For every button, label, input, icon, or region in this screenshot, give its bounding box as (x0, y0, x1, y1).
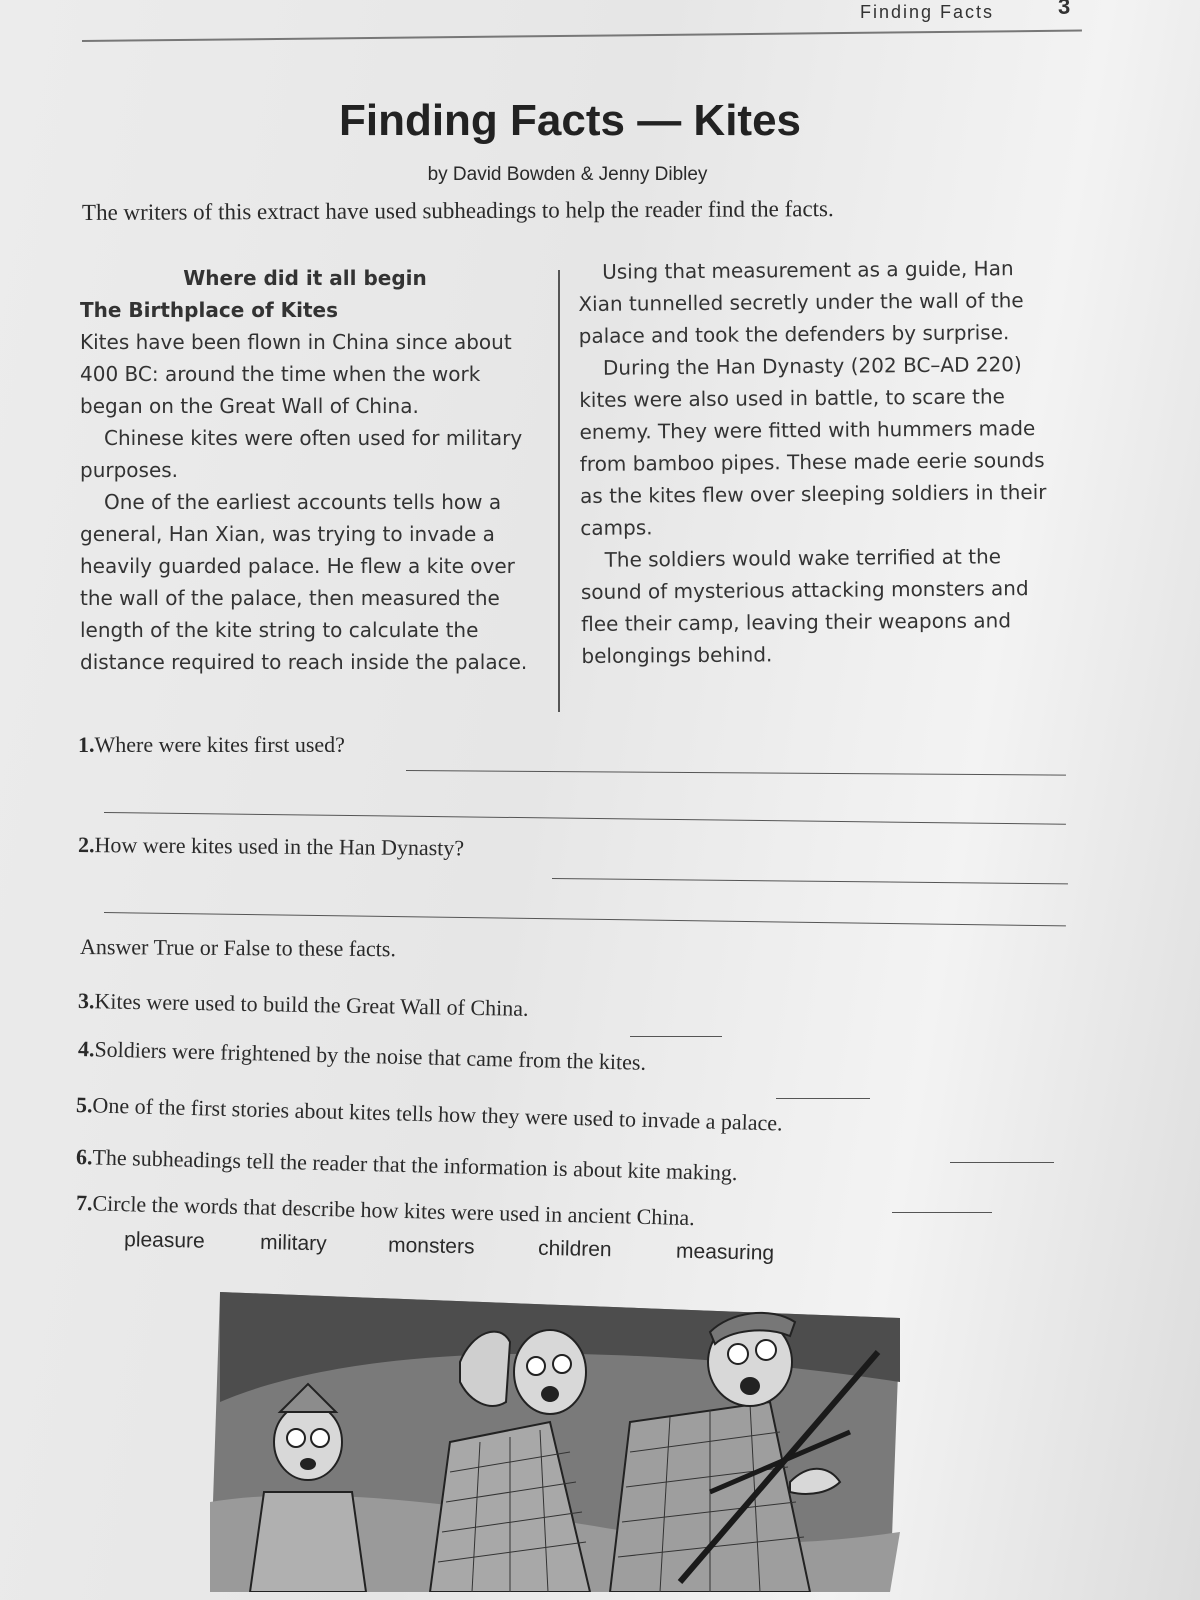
section-subheading: The Birthplace of Kites (80, 298, 339, 322)
circle-word-options (120, 1228, 841, 1283)
word-option[interactable]: monsters (387, 1233, 475, 1259)
paragraph: The soldiers would wake terrified at the sound of mysterious attacking monsters and flee their camp, leaving their weapons and belongings behind. (580, 544, 1029, 668)
paragraph: One of the earliest accounts tells how a general, Han Xian, was trying to invade a heavily guarded palace. He flew a kite over the wall of the palace, then measured the length of the kite string to calculate the distance required to reach inside the palace. (80, 490, 528, 674)
word-option[interactable]: pleasure (123, 1228, 205, 1253)
right-column (578, 252, 1052, 672)
intro-text: The writers of this extract have used subheadings to help the reader find the facts. (81, 196, 834, 225)
question-text: How were kites used in the Han Dynasty? (94, 832, 465, 861)
question-number: 5. (75, 1092, 93, 1118)
word-option[interactable]: military (259, 1230, 327, 1256)
soldiers-illustration (210, 1292, 910, 1592)
running-title: Finding Facts (860, 2, 995, 22)
page-title: Finding Facts — Kites (338, 96, 802, 145)
paragraph: Using that measurement as a guide, Han Xian tunnelled secretly under the wall of the palace and took the defenders by surprise. (578, 256, 1024, 348)
left-column (80, 262, 530, 678)
question-text: Kites were used to build the Great Wall of China. (94, 988, 529, 1021)
question-number: 4. (77, 1036, 95, 1062)
answer-line[interactable] (104, 912, 1066, 926)
answer-line[interactable] (406, 770, 1066, 776)
question-number: 6. (75, 1144, 93, 1170)
column-divider (558, 270, 560, 712)
question-5 (76, 1092, 783, 1136)
header-rule (82, 30, 1082, 42)
word-option[interactable]: measuring (675, 1239, 775, 1265)
question-text: The subheadings tell the reader that the information is about kite making. (92, 1144, 738, 1186)
question-text: Where were kites first used? (94, 732, 345, 757)
answer-blank[interactable] (950, 1162, 1054, 1163)
answer-blank[interactable] (892, 1212, 992, 1213)
question-number: 2. (77, 832, 95, 858)
question-number: 1. (78, 732, 95, 757)
question-1 (78, 732, 345, 758)
section-heading: Where did it all begin (183, 266, 427, 290)
answer-blank[interactable] (776, 1098, 870, 1099)
page-number: 3 (1058, 0, 1071, 19)
question-number: 3. (77, 988, 95, 1014)
question-6 (76, 1144, 738, 1186)
answer-blank[interactable] (630, 1036, 722, 1037)
question-text: Soldiers were frightened by the noise that came from the kites. (94, 1036, 647, 1075)
answer-line[interactable] (104, 812, 1066, 825)
question-2 (78, 832, 464, 861)
true-false-instructions: Answer True or False to these facts. (79, 934, 396, 962)
question-7 (76, 1190, 695, 1231)
paragraph: Kites have been flown in China since about 400 BC: around the time when the work began on the Great Wall of China. (80, 330, 512, 418)
question-text: One of the first stories about kites tells how they were used to invade a palace. (92, 1092, 783, 1136)
byline: by David Bowden & Jenny Dibley (427, 164, 708, 185)
question-number: 7. (75, 1190, 93, 1216)
word-option[interactable]: children (537, 1236, 612, 1262)
paragraph: Chinese kites were often used for military purposes. (80, 426, 523, 482)
question-3 (78, 988, 529, 1022)
question-text: Circle the words that describe how kites were used in ancient China. (92, 1190, 696, 1231)
paragraph: During the Han Dynasty (202 BC–AD 220) kites were also used in battle, to scare the enemy. They were fitted with hummers made from bamboo pipes. These made eerie sounds as the kites flew over sleeping soldiers in their camps. (579, 352, 1047, 540)
question-4 (78, 1036, 647, 1076)
answer-line[interactable] (552, 878, 1068, 884)
